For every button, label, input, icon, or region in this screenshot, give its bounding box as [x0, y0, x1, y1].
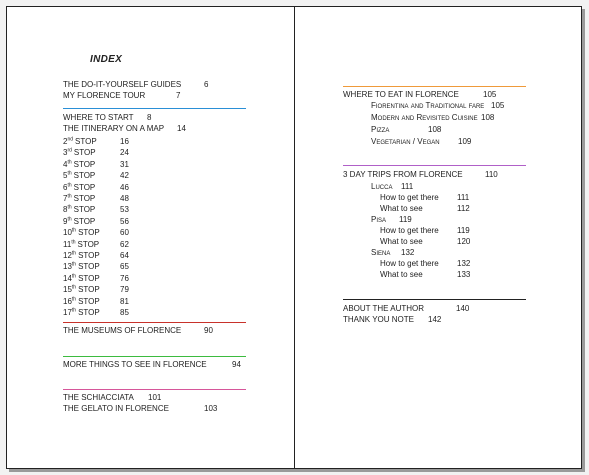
section-divider [63, 108, 246, 109]
toc-subentry[interactable]: What to see 112 [380, 204, 470, 213]
section-divider [343, 165, 526, 166]
toc-entry[interactable]: ABOUT THE AUTHOR 140 [343, 304, 470, 313]
toc-entry-stop[interactable]: 5th STOP 42 [63, 170, 129, 181]
toc-entry[interactable]: THE GELATO IN FLORENCE 103 [63, 404, 218, 413]
toc-entry[interactable]: WHERE TO START 8 [63, 113, 152, 122]
toc-subentry[interactable]: Lucca 111 [371, 182, 414, 191]
right-page [295, 7, 581, 468]
toc-entry-stop[interactable]: 16th STOP 81 [63, 295, 129, 306]
section-divider [343, 299, 526, 300]
toc-entry-stop[interactable]: 11th STOP 62 [63, 238, 129, 249]
toc-subentry[interactable]: How to get there 132 [380, 259, 471, 268]
toc-entry-stop[interactable]: 6th STOP 46 [63, 181, 129, 192]
toc-entry[interactable]: THE DO-IT-YOURSELF GUIDES 6 [63, 80, 209, 89]
toc-entry-stop[interactable]: 10th STOP 60 [63, 227, 129, 238]
toc-entry-stop[interactable]: 3rd STOP 24 [63, 147, 129, 158]
toc-subentry[interactable]: Vegetarian / Vegan 109 [371, 137, 472, 146]
section-divider [63, 322, 246, 323]
toc-entry[interactable]: MY FLORENCE TOUR 7 [63, 91, 181, 100]
toc-subentry[interactable]: Modern and Revisited Cuisine 108 [371, 113, 495, 122]
section-divider [63, 389, 246, 390]
toc-subentry[interactable]: Pisa 119 [371, 215, 412, 224]
toc-entry[interactable]: THANK YOU NOTE 142 [343, 315, 442, 324]
toc-subentry[interactable]: Pizza 108 [371, 125, 442, 134]
toc-entry-stop[interactable]: 4th STOP 31 [63, 159, 129, 169]
index-title: INDEX [90, 54, 123, 65]
book-spread [6, 6, 582, 469]
toc-subentry[interactable]: What to see 120 [380, 237, 471, 246]
toc-entry[interactable]: THE ITINERARY ON A MAP 14 [63, 124, 186, 133]
toc-entry-stop[interactable]: 9th STOP 56 [63, 216, 129, 226]
toc-entry[interactable]: MORE THINGS TO SEE IN FLORENCE 94 [63, 360, 241, 369]
toc-entry[interactable]: WHERE TO EAT IN FLORENCE 105 [343, 90, 497, 99]
toc-entry-stop[interactable]: 7th STOP 48 [63, 193, 129, 203]
toc-subentry[interactable]: How to get there 111 [380, 193, 470, 202]
toc-subentry[interactable]: Siena 132 [371, 248, 415, 257]
toc-subentry[interactable]: How to get there 119 [380, 226, 470, 235]
toc-entry[interactable]: 3 DAY TRIPS FROM FLORENCE 110 [343, 170, 498, 179]
toc-entry-stop[interactable]: 17th STOP 85 [63, 307, 129, 317]
section-divider [63, 356, 246, 357]
toc-subentry[interactable]: Fiorentina and Traditional fare 105 [371, 101, 505, 110]
left-page [7, 7, 294, 468]
section-divider [343, 86, 526, 87]
toc-subentry[interactable]: What to see 133 [380, 270, 471, 279]
toc-entry-stop[interactable]: 2nd STOP 16 [63, 136, 129, 146]
toc-entry-stop[interactable]: 12th STOP 64 [63, 250, 129, 260]
toc-entry[interactable]: THE MUSEUMS OF FLORENCE 90 [63, 326, 213, 335]
toc-entry-stop[interactable]: 13th STOP 65 [63, 261, 129, 272]
toc-entry[interactable]: THE SCHIACCIATA 101 [63, 393, 162, 402]
toc-entry-stop[interactable]: 8th STOP 53 [63, 204, 129, 215]
toc-entry-stop[interactable]: 14th STOP 76 [63, 273, 129, 283]
toc-entry-stop[interactable]: 15th STOP 79 [63, 284, 129, 295]
